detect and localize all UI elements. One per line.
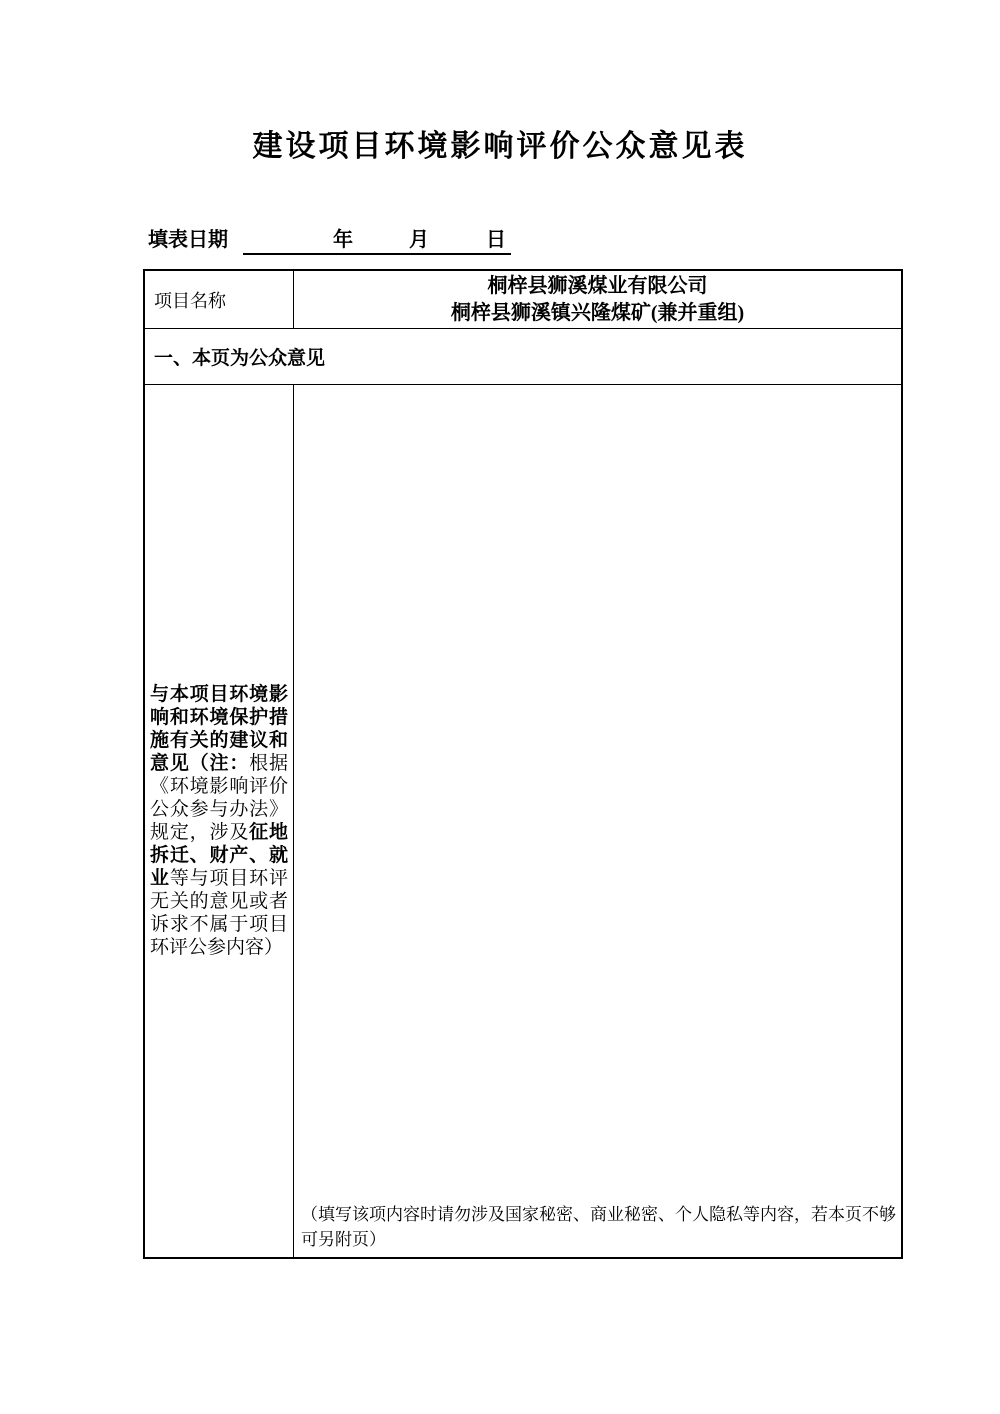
opinion-label-cell bbox=[145, 385, 294, 1257]
opinion-label-regular-1: 根据《环境影响评价公众参与办法》规定，涉及 bbox=[150, 753, 288, 843]
public-opinion-input-area bbox=[294, 385, 901, 1257]
year-unit-label: 年 bbox=[333, 229, 353, 251]
project-name-line1: 桐梓县狮溪煤业有限公司 bbox=[487, 274, 708, 297]
opinion-footnote: （填写该项内容时请勿涉及国家秘密、商业秘密、个人隐私等内容，若本页不够可另附页） bbox=[301, 1205, 896, 1249]
fill-date-label: 填表日期 bbox=[148, 229, 228, 251]
section-header-row: 一、本页为公众意见 bbox=[145, 329, 901, 385]
fill-date-blank-line bbox=[243, 228, 511, 255]
form-title: 建设项目环境影响评价公众意见表 bbox=[252, 130, 748, 163]
project-name-label-cell: 项目名称 bbox=[145, 271, 294, 328]
day-unit-label: 日 bbox=[486, 229, 506, 251]
project-name-line2: 桐梓县狮溪镇兴隆煤矿(兼并重组) bbox=[450, 301, 745, 324]
opinion-form-table bbox=[143, 269, 903, 1259]
project-name-row bbox=[145, 271, 901, 329]
opinion-label-bold-1: 与本项目环境影响和环境保护措施有关的建议和意见（注： bbox=[150, 684, 288, 774]
opinion-label-bold-2: 征地拆迁、财产、就业 bbox=[150, 822, 288, 889]
public-opinion-row bbox=[145, 385, 901, 1257]
project-name-value-cell bbox=[294, 271, 901, 328]
opinion-label-regular-2: 等与项目环评无关的意见或者诉求不属于项目环评公参内容） bbox=[150, 868, 288, 958]
month-unit-label: 月 bbox=[409, 229, 429, 251]
opinion-label-text bbox=[150, 683, 288, 959]
